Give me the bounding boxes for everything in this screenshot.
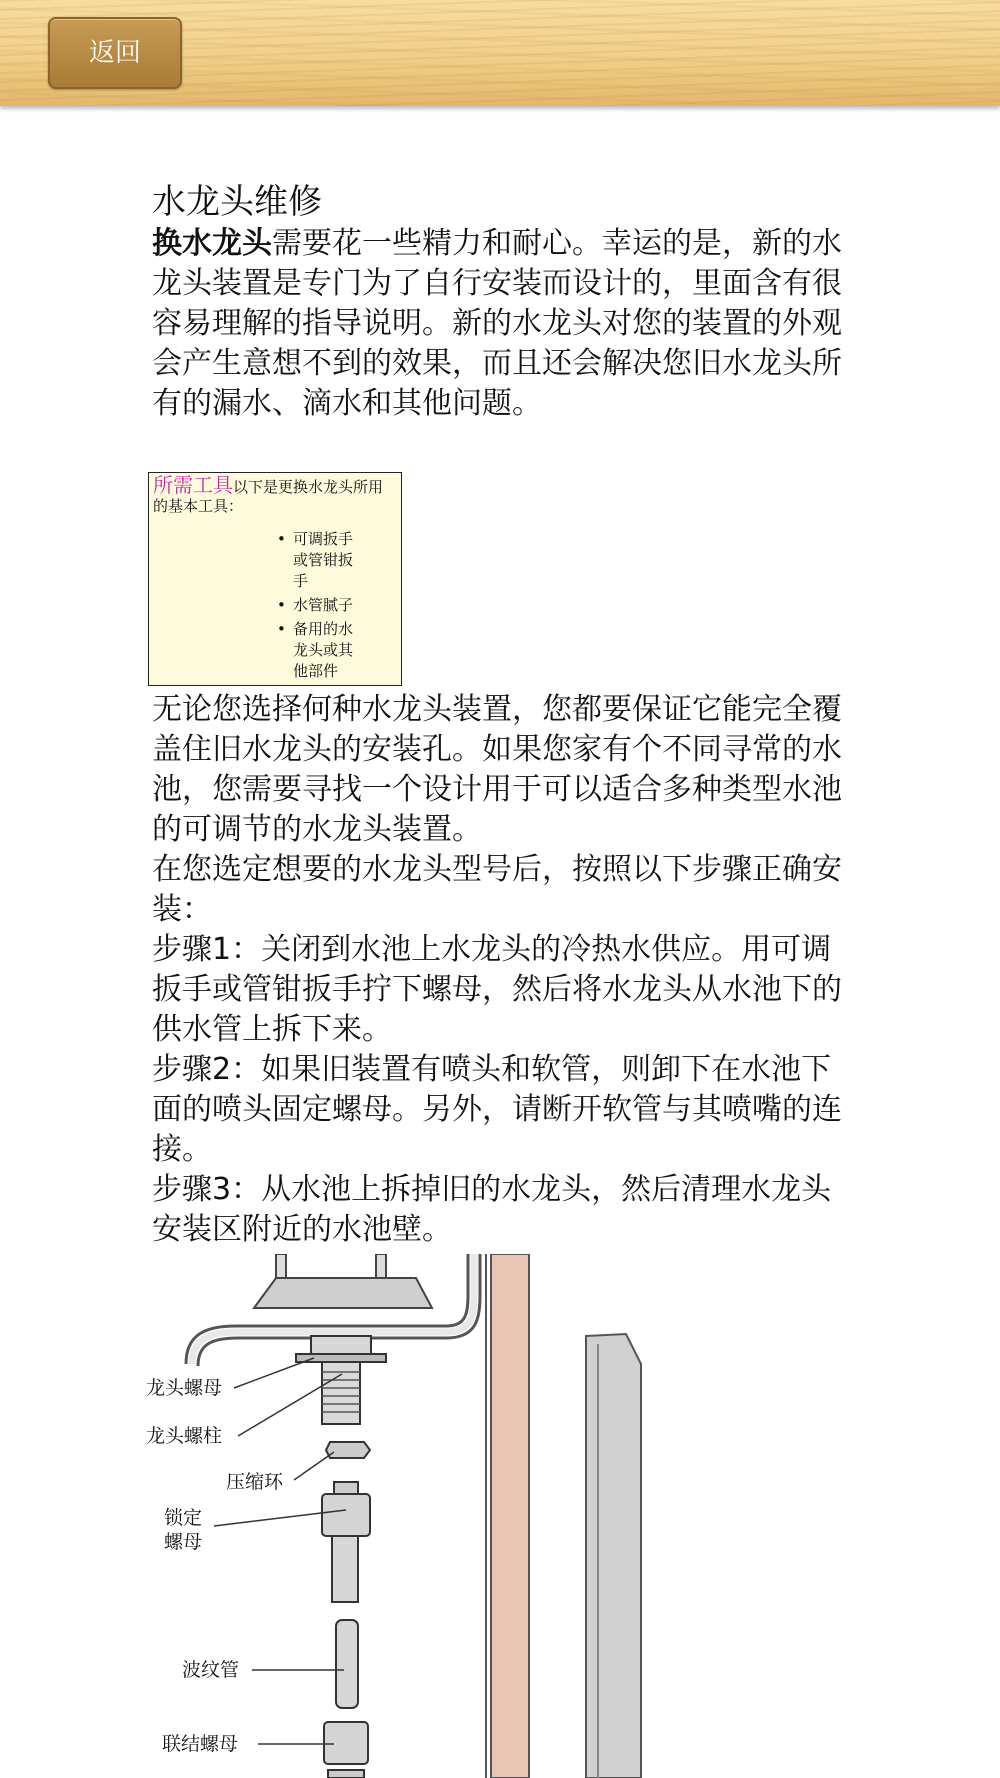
label-lock-nut: 锁定 [164, 1507, 203, 1529]
faucet-diagram [146, 1254, 666, 1778]
label-compression-ring: 压缩环 [226, 1471, 284, 1493]
tools-heading: 所需工具 [153, 473, 233, 497]
label-coupling-nut: 联结螺母 [162, 1733, 239, 1755]
tools-list [279, 529, 365, 685]
back-button[interactable]: 返回 [48, 17, 182, 89]
list-item: • 水管腻子 [279, 595, 365, 616]
intro-bold: 换水龙头 [152, 226, 272, 261]
label-faucet-nut: 龙头螺母 [146, 1377, 223, 1399]
label-lock-nut-2: 螺母 [164, 1531, 203, 1553]
label-faucet-stud: 龙头螺柱 [146, 1425, 223, 1447]
paragraph-step-3: 步骤3：从水池上拆掉旧的水龙头，然后清理水龙头安装区附近的水池壁。 [152, 1172, 832, 1247]
label-corrugated-pipe: 波纹管 [182, 1659, 240, 1681]
list-item: • 备用的水龙头或其他部件 [279, 619, 365, 682]
paragraph-faucet-choice: 无论您选择何种水龙头装置，您都要保证它能完全覆盖住旧水龙头的安装孔。如果您家有个不同寻常的水池，您需要寻找一个设计用于可以适合多种类型水池的可调节的水龙头装置。 [152, 692, 842, 847]
article-title: 水龙头维修 [152, 182, 322, 222]
paragraph-step-2: 步骤2：如果旧装置有喷头和软管，则卸下在水池下面的喷头固定螺母。另外，请断开软管与其喷嘴的连接。 [152, 1052, 842, 1167]
intro-text: 需要花一些精力和耐心。幸运的是，新的水龙头装置是专门为了自行安装而设计的，里面含有很容易理解的指导说明。新的水龙头对您的装置的外观会产生意想不到的效果，而且还会解决您旧水龙头所有的漏水、滴水和其他问题。 [152, 226, 842, 421]
instructions [152, 690, 852, 1250]
paragraph-step-1: 步骤1：关闭到水池上水龙头的冷热水供应。用可调扳手或管钳扳手拧下螺母，然后将水龙头从水池下的供水管上拆下来。 [152, 932, 842, 1047]
faucet-diagram-illustration [146, 1254, 666, 1778]
tools-intro: 以下是更换水龙头所用的基本工具： [153, 478, 384, 515]
top-bar [0, 0, 1000, 106]
tools-box [148, 472, 402, 686]
intro-paragraph [152, 224, 852, 424]
paragraph-steps-intro: 在您选定想要的水龙头型号后，按照以下步骤正确安装： [152, 852, 842, 927]
list-item: • 可调扳手或管钳扳手 [279, 529, 365, 592]
article-content [152, 182, 852, 424]
